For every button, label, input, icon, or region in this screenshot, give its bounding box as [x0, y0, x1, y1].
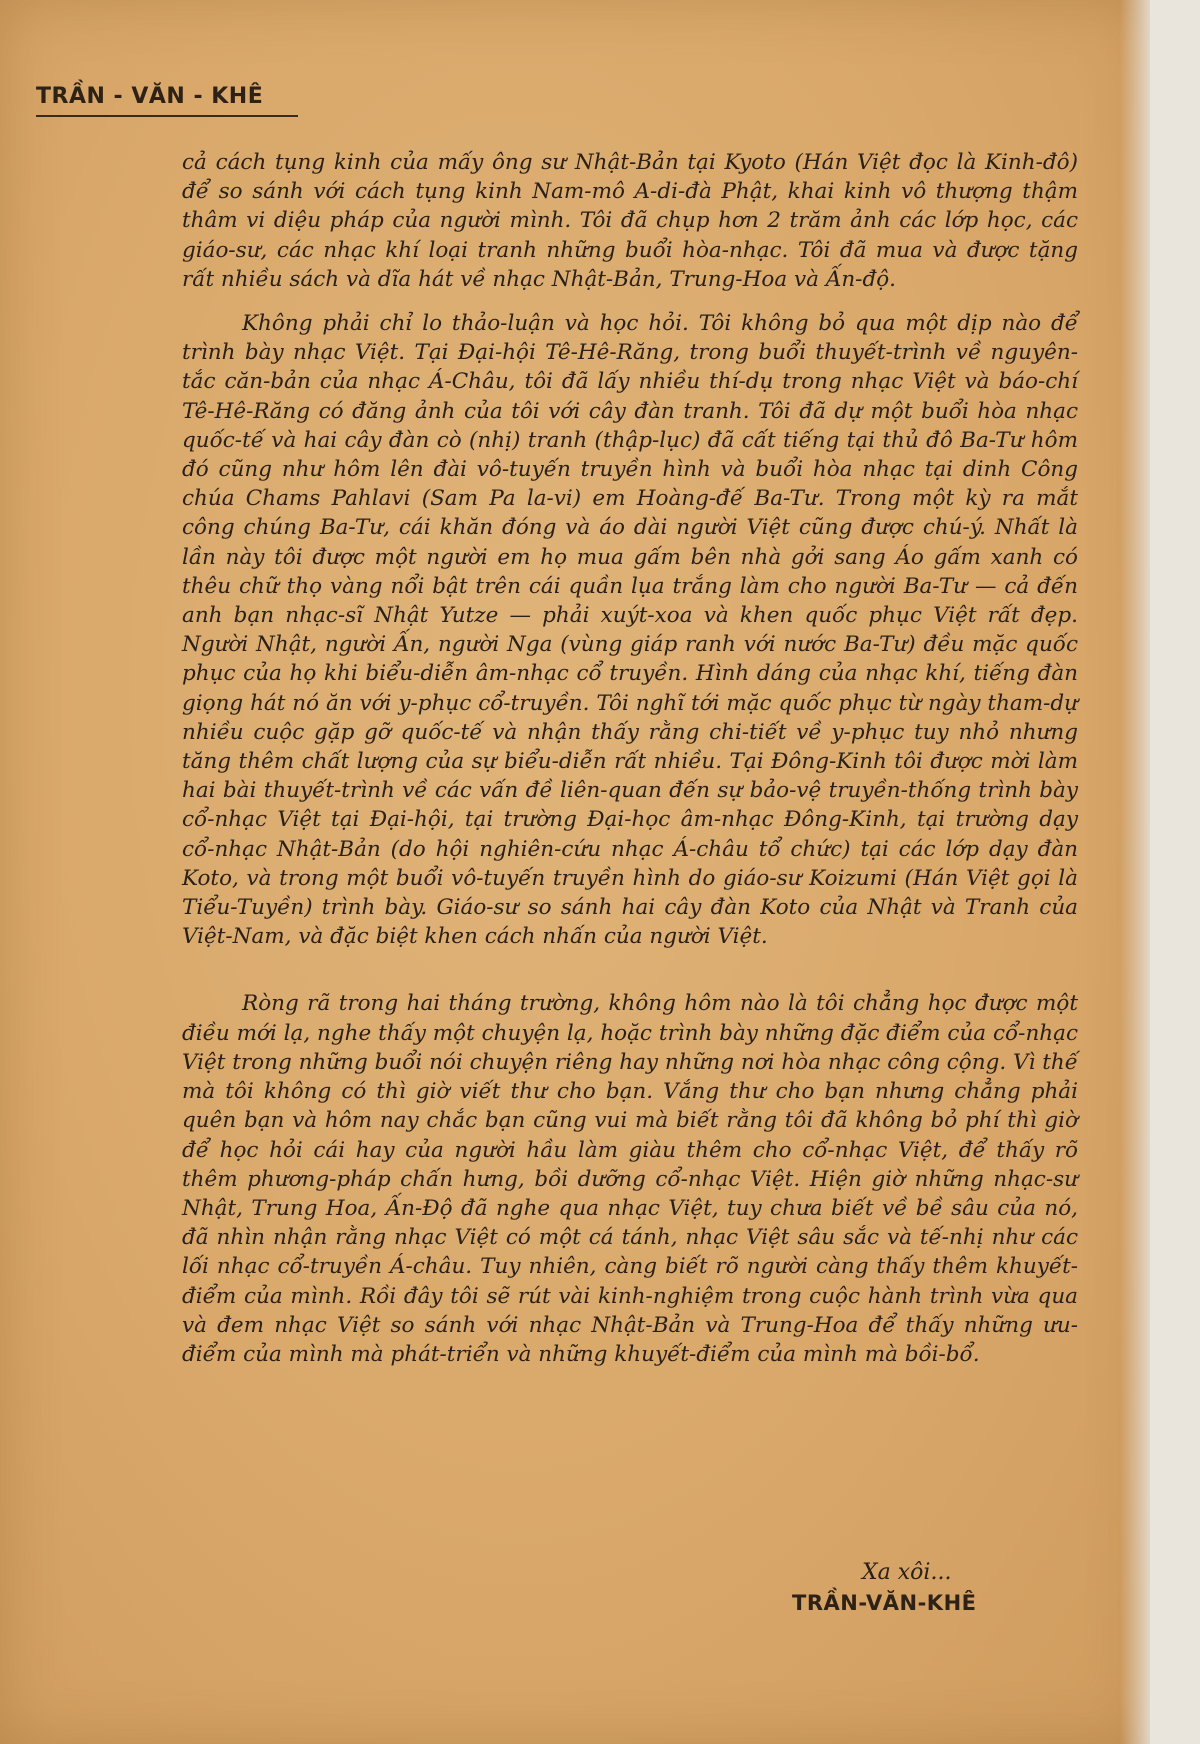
closing-salutation: Xa xôi...: [862, 1560, 952, 1585]
author-signature: TRẦN-VĂN-KHÊ: [792, 1591, 977, 1615]
header-divider: [36, 115, 298, 117]
page-header-author: TRẦN - VĂN - KHÊ: [36, 84, 264, 109]
letter-body: [182, 148, 1078, 1369]
paragraph-3: Ròng rã trong hai tháng trường, không hôm nào là tôi chẳng học được một điều mới lạ, nghe thấy một chuyện lạ, hoặc trình bày những đặc điểm của cổ-nhạc Việt trong những buổi nói chuyện riêng hay những nơi hòa nhạc công cộng. Vì thế mà tôi không có thì giờ viết thư cho bạn. Vắng thư cho bạn nhưng chẳng phải quên bạn và hôm nay chắc bạn cũng vui mà biết rằng tôi đã không bỏ phí thì giờ để học hỏi cái hay của người hầu làm giàu thêm cho cổ-nhạc Việt, để thấy rõ thêm phương-pháp chấn hưng, bồi dưỡng cổ-nhạc Việt. Hiện giờ những nhạc-sư Nhật, Trung Hoa, Ấn-Độ đã nghe qua nhạc Việt, tuy chưa biết về bề sâu của nó, đã nhìn nhận rằng nhạc Việt có một cá tánh, nhạc Việt sâu sắc và tế-nhị như các lối nhạc cổ-truyền Á-châu. Tuy nhiên, càng biết rõ người càng thấy thêm khuyết-điểm của mình. Rồi đây tôi sẽ rút vài kinh-nghiệm trong cuộc hành trình vừa qua và đem nhạc Việt so sánh với nhạc Nhật-Bản và Trung-Hoa để thấy những ưu-điểm của mình mà phát-triển và những khuyết-điểm của mình mà bồi-bổ.: [182, 991, 1078, 1367]
paragraph-1: cả cách tụng kinh của mấy ông sư Nhật-Bản tại Kyoto (Hán Việt đọc là Kinh-đô) để so sánh với cách tụng kinh Nam-mô A-di-đà Phật, khai kinh vô thượng thậm thâm vi diệu pháp của người mình. Tôi đã chụp hơn 2 trăm ảnh các lớp học, các giáo-sư, các nhạc khí loại tranh những buổi hòa-nhạc. Tôi đã mua và được tặng rất nhiều sách và dĩa hát về nhạc Nhật-Bản, Trung-Hoa và Ấn-độ.: [182, 150, 1078, 292]
paragraph-2: Không phải chỉ lo thảo-luận và học hỏi. Tôi không bỏ qua một dịp nào để trình bày nhạc Việt. Tại Đại-hội Tê-Hê-Răng, trong buổi thuyết-trình về nguyên-tắc căn-bản của nhạc Á-Châu, tôi đã lấy nhiều thí-dụ trong nhạc Việt và báo-chí Tê-Hê-Răng có đăng ảnh của tôi với cây đàn tranh. Tôi đã dự một buổi hòa nhạc quốc-tế và hai cây đàn cò (nhị) tranh (thập-lục) đã cất tiếng tại thủ đô Ba-Tư hôm đó cũng như hôm lên đài vô-tuyến truyền hình và buổi hòa nhạc tại dinh Công chúa Chams Pahlavi (Sam Pa la-vi) em Hoàng-đế Ba-Tư. Trong một kỳ ra mắt công chúng Ba-Tư, cái khăn đóng và áo dài người Việt cũng được chú-ý. Nhất là lần này tôi được một người em họ mua gấm bên nhà gởi sang Áo gấm xanh có thêu chữ thọ vàng nổi bật trên cái quần lụa trắng làm cho người Ba-Tư — cả đến anh bạn nhạc-sĩ Nhật Yutze — phải xuýt-xoa và khen quốc phục Việt rất đẹp. Người Nhật, người Ấn, người Nga (vùng giáp ranh với nước Ba-Tư) đều mặc quốc phục của họ khi biểu-diễn âm-nhạc cổ truyền. Hình dáng của nhạc khí, tiếng đàn giọng hát nó ăn với y-phục cổ-truyền. Tôi nghĩ tới mặc quốc phục từ ngày tham-dự nhiều cuộc gặp gỡ quốc-tế và nhận thấy rằng chi-tiết về y-phục tuy nhỏ nhưng tăng thêm chất lượng của sự biểu-diễn rất nhiều. Tại Đông-Kinh tôi được mời làm hai bài thuyết-trình về các vấn đề liên-quan đến sự bảo-vệ truyền-thống trình bày cổ-nhạc Việt tại Đại-hội, tại trường Đại-học âm-nhạc Đông-Kinh, tại trường dạy cổ-nhạc Nhật-Bản (do hội nghiên-cứu nhạc Á-châu tổ chức) tại các lớp dạy đàn Koto, và trong một buổi vô-tuyến truyền hình do giáo-sư Koizumi (Hán Việt gọi là Tiểu-Tuyền) trình bày. Giáo-sư so sánh hai cây đàn Koto của Nhật và Tranh của Việt-Nam, và đặc biệt khen cách nhấn của người Việt.: [182, 311, 1078, 950]
